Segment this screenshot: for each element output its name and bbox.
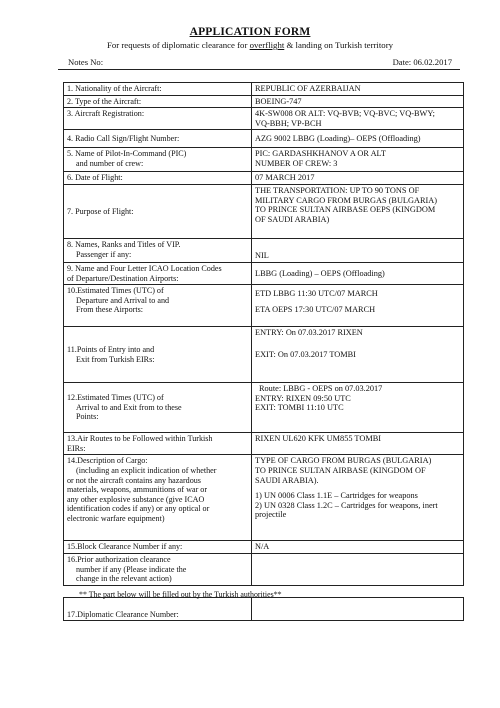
authority-note: ** The part below will be filled out by the Turkish authorities** [79,590,282,599]
table-row [64,455,464,541]
answer-line: TYPE OF CARGO FROM BURGAS (BULGARIA) [255,456,432,466]
question-line: 8. Names, Ranks and Titles of VIP. [67,239,181,249]
question-cell: 15.Block Clearance Number if any: [64,541,252,554]
question-line: From these Airports: [76,305,143,315]
question-cell [64,327,252,383]
subtitle-underlined: overflight [249,40,285,50]
answer-cell [252,455,464,541]
question-line: Arrival to and Exit from to these [76,402,182,412]
table-row [64,184,464,238]
answer-line: 4K-SW008 OR ALT: VQ-BVB; VQ-BVC; VQ-BWY; [255,109,435,119]
question-line: 16.Prior authorization clearance [67,554,171,564]
answer-line: TO PRINCE SULTAN AIRBASE OEPS (KINGDOM [255,205,436,215]
authority-table [63,597,464,621]
answer-cell [252,108,464,130]
question-line: Points: [76,412,99,422]
question-line: 9. Name and Four Letter ICAO Location Codes [67,263,222,273]
answer-line: NUMBER OF CREW: 3 [255,158,338,168]
subtitle-suffix: & landing on Turkish territory [284,40,394,50]
question-line: (including an explicit indication of whether [76,465,217,475]
question-cell: 1. Nationality of the Aircraft: [64,83,252,96]
question-line: materials, weapons, ammunitions of war or [67,485,208,495]
table-row [64,83,464,96]
answer-line: PIC: GARDASHKHANOV A OR ALT [255,149,386,159]
question-cell [64,455,252,541]
question-line: Exit from Turkish EIRs: [76,354,155,364]
question-line: identification codes if any) or any optical or [67,504,210,514]
answer-cell: 07 MARCH 2017 [252,172,464,185]
question-line: 11.Points of Entry into and [67,345,155,355]
question-line: change in the relevant action) [76,574,172,584]
answer-line: THE TRANSPORTATION: UP TO 90 TONS OF [255,185,420,195]
question-cell [64,433,252,455]
answer-line: VQ-BBH; VP-BCH [255,118,322,128]
question-line: 12.Estimated Times (UTC) of [67,393,164,403]
subtitle-prefix: For requests of diplomatic clearance for [106,40,250,50]
table-row [64,238,464,262]
table-row [64,598,464,621]
question-line: of Departure/Destination Airports: [67,273,179,283]
date-text: Date: 06.02.2017 [392,57,452,67]
question-cell: 17.Diplomatic Clearance Number: [64,598,252,621]
table-row [64,262,464,284]
answer-cell: RIXEN UL620 KFK UM855 TOMBI [252,433,464,455]
question-line: number if any (Please indicate the [76,564,187,574]
answer-cell: N/A [252,541,464,554]
application-table [63,82,464,586]
question-cell [64,383,252,433]
question-line: and number of crew: [76,158,144,168]
question-line: 10.Estimated Times (UTC) of [67,286,164,296]
answer-line: 2) UN 0328 Class 1.2C – Cartridges for weapons, inert [255,500,438,510]
answer-line: EXIT: On 07.03.2017 TOMBI [255,349,356,359]
answer-line: ENTRY: RIXEN 09:50 UTC [255,393,351,403]
answer-line: MILITARY CARGO FROM BURGAS (BULGARIA) [255,195,438,205]
question-cell [64,148,252,172]
question-line: 5. Name of Pilot-In-Command (PIC) [67,149,187,159]
answer-line: 1) UN 0006 Class 1.1E – Cartridges for weapons [255,491,418,501]
form-title: APPLICATION FORM [189,26,311,38]
question-cell: 7. Purpose of Flight: [64,184,252,238]
table-row [64,95,464,108]
question-line: EIRs: [67,443,86,453]
answer-cell [252,184,464,238]
question-line: Departure and Arrival to and [76,295,170,305]
question-line: electronic warfare equipment) [67,513,165,523]
answer-line: projectile [255,510,287,520]
table-row [64,433,464,455]
answer-line: ETA OEPS 17:30 UTC/07 MARCH [255,304,376,314]
question-cell: 3. Aircraft Registration: [64,108,252,130]
answer-cell [252,285,464,327]
table-row [64,383,464,433]
table-row [64,172,464,185]
table-row [64,285,464,327]
question-cell [64,553,252,585]
answer-cell [252,553,464,585]
answer-line: EXIT: TOMBI 11:10 UTC [255,403,344,413]
question-line: Passenger if any: [76,249,132,259]
notes-label: Notes No: [68,57,104,67]
answer-line: OF SAUDI ARABIA) [255,214,330,224]
form-subtitle [0,40,500,50]
answer-cell [252,327,464,383]
question-cell [64,262,252,284]
table-row [64,553,464,585]
question-line: or not the aircraft contains any hazardous [67,475,201,485]
answer-cell [252,598,464,621]
answer-line: Route: LBBG - OEPS on 07.03.2017 [259,384,383,394]
answer-line: ETD LBBG 11:30 UTC/07 MARCH [255,289,378,299]
question-line: 13.Air Routes to be Followed within Turkish [67,434,213,444]
answer-cell: LBBG (Loading) – OEPS (Offloading) [252,262,464,284]
answer-cell [252,383,464,433]
table-row [64,541,464,554]
answer-cell: BOEING-747 [252,95,464,108]
table-row [64,327,464,383]
answer-cell: REPUBLIC OF AZERBAIJAN [252,83,464,96]
notes-date-row [58,56,460,70]
question-cell [64,285,252,327]
table-row [64,108,464,130]
question-line: 14.Description of Cargo: [67,456,148,466]
table-row [64,148,464,172]
question-line: any other explosive substance (give ICAO [67,494,205,504]
question-cell: 2. Type of the Aircraft: [64,95,252,108]
answer-cell: NIL [252,238,464,262]
question-cell: 4. Radio Call Sign/Flight Number: [64,130,252,148]
question-cell: 6. Date of Flight: [64,172,252,185]
answer-cell [252,148,464,172]
answer-line: ENTRY: On 07.03.2017 RIXEN [255,328,363,338]
answer-line: SAUDI ARABIA). [255,475,319,485]
answer-line: TO PRINCE SULTAN AIRBASE (KINGDOM OF [255,465,426,475]
answer-cell: AZG 9002 LBBG (Loading)– OEPS (Offloading) [252,130,464,148]
table-row [64,130,464,148]
question-cell [64,238,252,262]
